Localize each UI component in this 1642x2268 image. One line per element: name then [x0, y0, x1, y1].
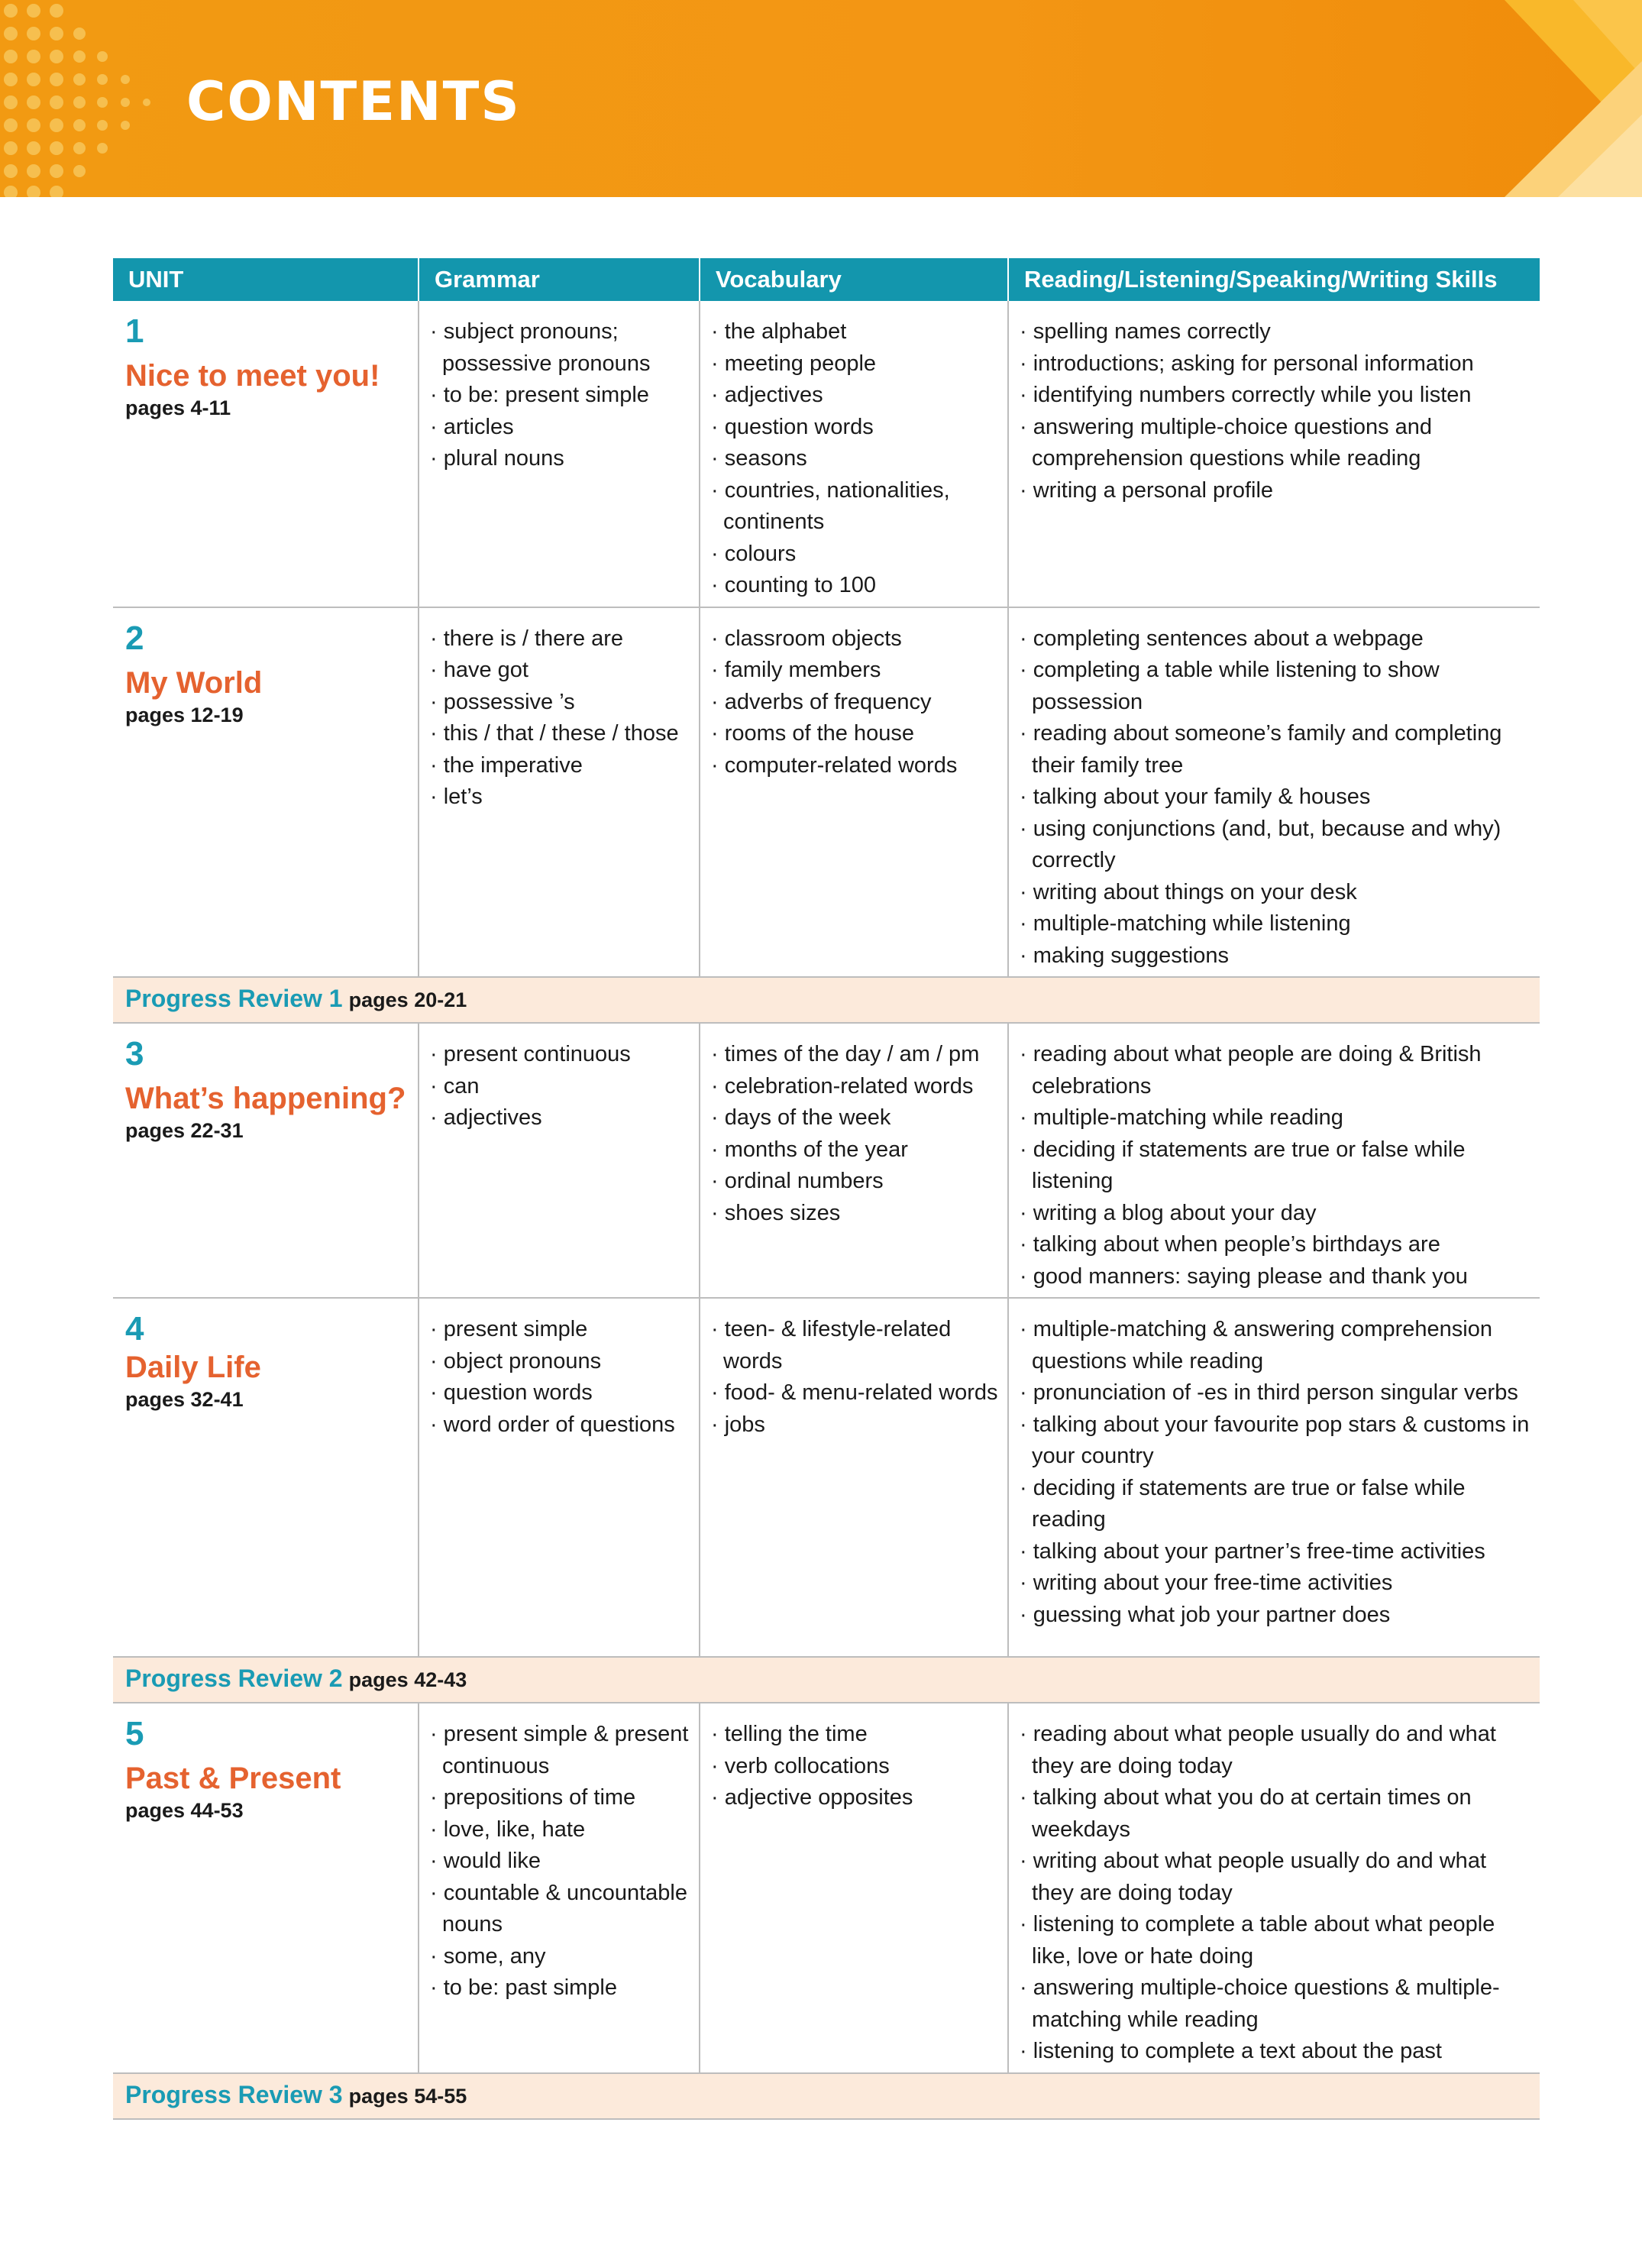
skills-item: · completing sentences about a webpage [1020, 623, 1532, 655]
skills-item: · guessing what job your partner does [1020, 1600, 1532, 1632]
grammar-item: · object pronouns [430, 1346, 691, 1378]
skills-item: · introductions; asking for personal information [1020, 348, 1532, 380]
progress-review-title: Progress Review 3 [125, 2080, 343, 2108]
grammar-cell [419, 1023, 700, 1298]
unit-cell [113, 607, 419, 978]
vocabulary-item: · rooms of the house [711, 718, 1000, 750]
grammar-cell [419, 607, 700, 978]
grammar-cell [419, 301, 700, 607]
skills-item: · spelling names correctly [1020, 316, 1532, 348]
skills-item: · talking about your partner’s free-time activities [1020, 1536, 1532, 1568]
grammar-item: · adjectives [430, 1102, 691, 1134]
grammar-item: · love, like, hate [430, 1814, 691, 1846]
vocabulary-cell [700, 301, 1008, 607]
table-header-row [113, 258, 1540, 301]
vocabulary-item: · times of the day / am / pm [711, 1039, 1000, 1071]
skills-item: · writing about what people usually do and what they are doing today [1020, 1846, 1532, 1909]
unit-title: Past & Present [125, 1762, 341, 1795]
vocabulary-item: · food- & menu-related words [711, 1377, 1000, 1409]
skills-item: · writing a blog about your day [1020, 1198, 1532, 1230]
progress-review-cell [113, 977, 1540, 1023]
unit-row [113, 301, 1540, 607]
skills-item: · listening to complete a text about the past [1020, 2036, 1532, 2068]
grammar-item: · possessive ’s [430, 687, 691, 719]
skills-item: · completing a table while listening to show possession [1020, 655, 1532, 718]
skills-item: · deciding if statements are true or false while reading [1020, 1473, 1532, 1536]
unit-title: Nice to meet you! [125, 359, 380, 393]
skills-item: · multiple-matching while listening [1020, 908, 1532, 940]
vocabulary-item: · shoes sizes [711, 1198, 1000, 1230]
unit-number: 1 [125, 312, 144, 350]
unit-pages: pages 12-19 [125, 703, 244, 726]
skills-item: · making suggestions [1020, 940, 1532, 972]
vocabulary-item: · colours [711, 539, 1000, 571]
page-title: CONTENTS [186, 70, 521, 133]
progress-review-title: Progress Review 1 [125, 985, 343, 1013]
skills-item: · multiple-matching while reading [1020, 1102, 1532, 1134]
unit-number: 5 [125, 1715, 144, 1752]
contents-table [113, 258, 1540, 2120]
unit-row [113, 1023, 1540, 1298]
unit-number: 4 [125, 1310, 144, 1348]
vocabulary-item: · adjectives [711, 380, 1000, 412]
vocabulary-item: · celebration-related words [711, 1071, 1000, 1103]
unit-title: Daily Life [125, 1351, 261, 1384]
skills-item: · talking about what you do at certain times on weekdays [1020, 1782, 1532, 1846]
grammar-item: · there is / there are [430, 623, 691, 655]
vocabulary-item: · countries, nationalities, continents [711, 475, 1000, 539]
vocabulary-cell [700, 1703, 1008, 2073]
grammar-item: · present simple [430, 1314, 691, 1346]
grammar-item: · would like [430, 1846, 691, 1878]
unit-number: 3 [125, 1035, 144, 1073]
vocabulary-item: · adjective opposites [711, 1782, 1000, 1814]
vocabulary-item: · months of the year [711, 1134, 1000, 1166]
unit-pages: pages 44-53 [125, 1799, 244, 1822]
grammar-item: · can [430, 1071, 691, 1103]
grammar-cell [419, 1703, 700, 2073]
vocabulary-item: · the alphabet [711, 316, 1000, 348]
vocabulary-item: · jobs [711, 1409, 1000, 1441]
vocabulary-cell [700, 1298, 1008, 1657]
grammar-item: · this / that / these / those [430, 718, 691, 750]
dot-pattern-decoration [0, 0, 153, 197]
progress-review-row [113, 977, 1540, 1023]
skills-item: · writing a personal profile [1020, 475, 1532, 507]
grammar-item: · word order of questions [430, 1409, 691, 1441]
unit-row [113, 1703, 1540, 2073]
vocabulary-item: · days of the week [711, 1102, 1000, 1134]
grammar-cell [419, 1298, 700, 1657]
skills-item: · talking about when people’s birthdays are [1020, 1229, 1532, 1261]
progress-review-cell [113, 2073, 1540, 2119]
skills-item: · talking about your favourite pop stars & customs in your country [1020, 1409, 1532, 1473]
unit-number: 2 [125, 619, 144, 657]
unit-cell [113, 1298, 419, 1657]
progress-review-title: Progress Review 2 [125, 1665, 343, 1693]
unit-cell [113, 1703, 419, 2073]
skills-item: · good manners: saying please and thank you [1020, 1261, 1532, 1293]
skills-item: · identifying numbers correctly while you listen [1020, 380, 1532, 412]
skills-item: · writing about your free-time activities [1020, 1568, 1532, 1600]
unit-row [113, 607, 1540, 978]
grammar-item: · to be: past simple [430, 1972, 691, 2004]
grammar-item: · prepositions of time [430, 1782, 691, 1814]
vocabulary-cell [700, 607, 1008, 978]
skills-cell [1008, 1298, 1540, 1657]
unit-cell [113, 1023, 419, 1298]
grammar-item: · have got [430, 655, 691, 687]
header-banner [0, 0, 1642, 197]
vocabulary-item: · meeting people [711, 348, 1000, 380]
unit-cell [113, 301, 419, 607]
skills-item: · talking about your family & houses [1020, 781, 1532, 814]
vocabulary-item: · verb collocations [711, 1751, 1000, 1783]
skills-cell [1008, 1023, 1540, 1298]
vocabulary-item: · question words [711, 412, 1000, 444]
vocabulary-item: · seasons [711, 443, 1000, 475]
vocabulary-item: · adverbs of frequency [711, 687, 1000, 719]
grammar-item: · plural nouns [430, 443, 691, 475]
grammar-item: · present simple & present continuous [430, 1719, 691, 1782]
vocabulary-cell [700, 1023, 1008, 1298]
progress-review-pages: pages 54-55 [348, 2084, 467, 2108]
vocabulary-item: · classroom objects [711, 623, 1000, 655]
corner-decoration [1443, 0, 1642, 197]
column-header-grammar: Grammar [419, 258, 700, 301]
unit-pages: pages 4-11 [125, 396, 231, 419]
vocabulary-item: · telling the time [711, 1719, 1000, 1751]
vocabulary-item: · teen- & lifestyle-related words [711, 1314, 1000, 1377]
skills-item: · listening to complete a table about what people like, love or hate doing [1020, 1909, 1532, 1972]
grammar-item: · subject pronouns; possessive pronouns [430, 316, 691, 380]
unit-title: My World [125, 665, 263, 700]
skills-cell [1008, 607, 1540, 978]
skills-item: · answering multiple-choice questions and comprehension questions while reading [1020, 412, 1532, 475]
vocabulary-item: · ordinal numbers [711, 1166, 1000, 1198]
grammar-item: · the imperative [430, 750, 691, 782]
progress-review-pages: pages 20-21 [348, 988, 467, 1012]
column-header-unit: UNIT [113, 258, 419, 301]
skills-item: · reading about what people usually do and what they are doing today [1020, 1719, 1532, 1782]
skills-item: · multiple-matching & answering comprehension questions while reading [1020, 1314, 1532, 1377]
grammar-item: · question words [430, 1377, 691, 1409]
progress-review-row [113, 2073, 1540, 2119]
column-header-vocabulary: Vocabulary [700, 258, 1008, 301]
skills-item: · writing about things on your desk [1020, 877, 1532, 909]
progress-review-row [113, 1657, 1540, 1703]
progress-review-pages: pages 42-43 [348, 1668, 467, 1692]
grammar-item: · let’s [430, 781, 691, 814]
progress-review-cell [113, 1657, 1540, 1703]
column-header-skills: Reading/Listening/Speaking/Writing Skills [1008, 258, 1540, 301]
vocabulary-item: · computer-related words [711, 750, 1000, 782]
unit-row [113, 1298, 1540, 1657]
skills-item: · pronunciation of -es in third person singular verbs [1020, 1377, 1532, 1409]
grammar-item: · articles [430, 412, 691, 444]
unit-title: What’s happening? [125, 1082, 406, 1115]
grammar-item: · present continuous [430, 1039, 691, 1071]
vocabulary-item: · counting to 100 [711, 570, 1000, 602]
unit-pages: pages 22-31 [125, 1119, 244, 1142]
grammar-item: · to be: present simple [430, 380, 691, 412]
skills-item: · deciding if statements are true or false while listening [1020, 1134, 1532, 1198]
skills-cell [1008, 301, 1540, 607]
grammar-item: · countable & uncountable nouns [430, 1878, 691, 1941]
skills-item: · reading about someone’s family and completing their family tree [1020, 718, 1532, 781]
unit-pages: pages 32-41 [125, 1388, 244, 1411]
vocabulary-item: · family members [711, 655, 1000, 687]
skills-item: · using conjunctions (and, but, because and why) correctly [1020, 814, 1532, 877]
grammar-item: · some, any [430, 1941, 691, 1973]
skills-cell [1008, 1703, 1540, 2073]
skills-item: · answering multiple-choice questions & multiple-matching while reading [1020, 1972, 1532, 2036]
skills-item: · reading about what people are doing & British celebrations [1020, 1039, 1532, 1102]
